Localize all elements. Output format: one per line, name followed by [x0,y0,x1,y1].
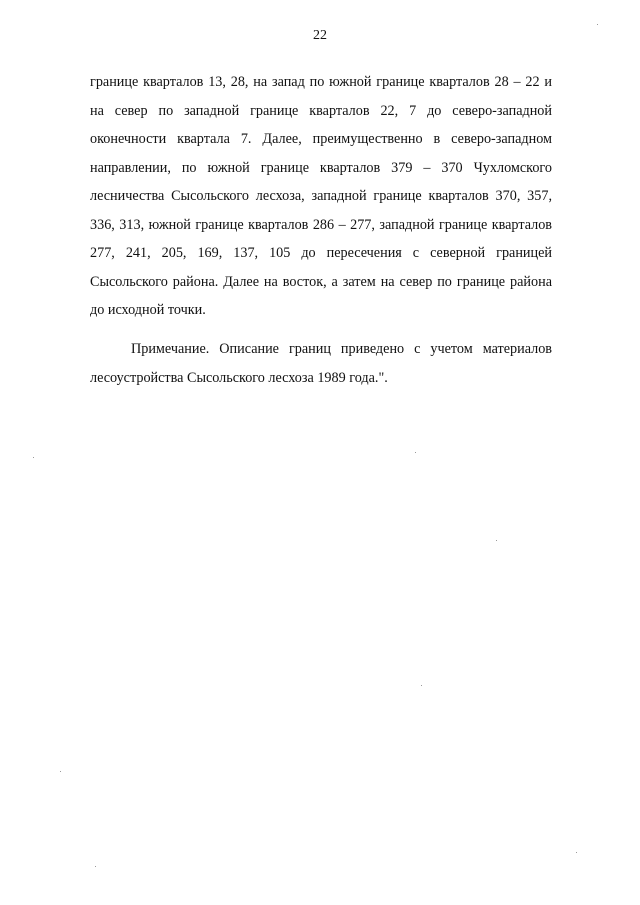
text-line: 277, 241, 205, 169, 137, 105 до пересечения с северной границей [90,245,552,261]
text-line: направлении, по южной границе кварталов 379 – 370 Чухломского [90,159,552,176]
page-number: 22 [313,28,327,43]
scan-speck [415,452,416,453]
text-line: Сысольского района. Далее на восток, а затем на север по границе района [90,273,552,290]
scan-speck [576,852,577,853]
text-line: оконечности квартала 7. Далее, преимущественно в северо-западном [90,131,552,147]
text-line: лесничества Сысольского лесхоза, западной границе кварталов 370, 357, [90,188,552,204]
scan-speck [33,457,34,458]
note-paragraph [90,335,552,392]
note-line: Примечание. Описание границ приведено с учетом материалов [131,341,552,357]
text-line: до исходной точки. [90,302,206,318]
text-line: границе кварталов 13, 28, на запад по южной границе кварталов 28 – 22 и [90,74,552,90]
main-paragraph [90,68,552,325]
text-line: 336, 313, южной границе кварталов 286 – 277, западной границе кварталов [90,216,552,233]
scan-speck [496,540,497,541]
scan-speck [597,24,598,25]
scan-speck [421,685,422,686]
scan-speck [95,866,96,867]
text-line: на север по западной границе кварталов 22, 7 до северо-западной [90,102,552,119]
note-line: лесоустройства Сысольского лесхоза 1989 года.". [90,369,388,386]
scan-speck [60,771,61,772]
